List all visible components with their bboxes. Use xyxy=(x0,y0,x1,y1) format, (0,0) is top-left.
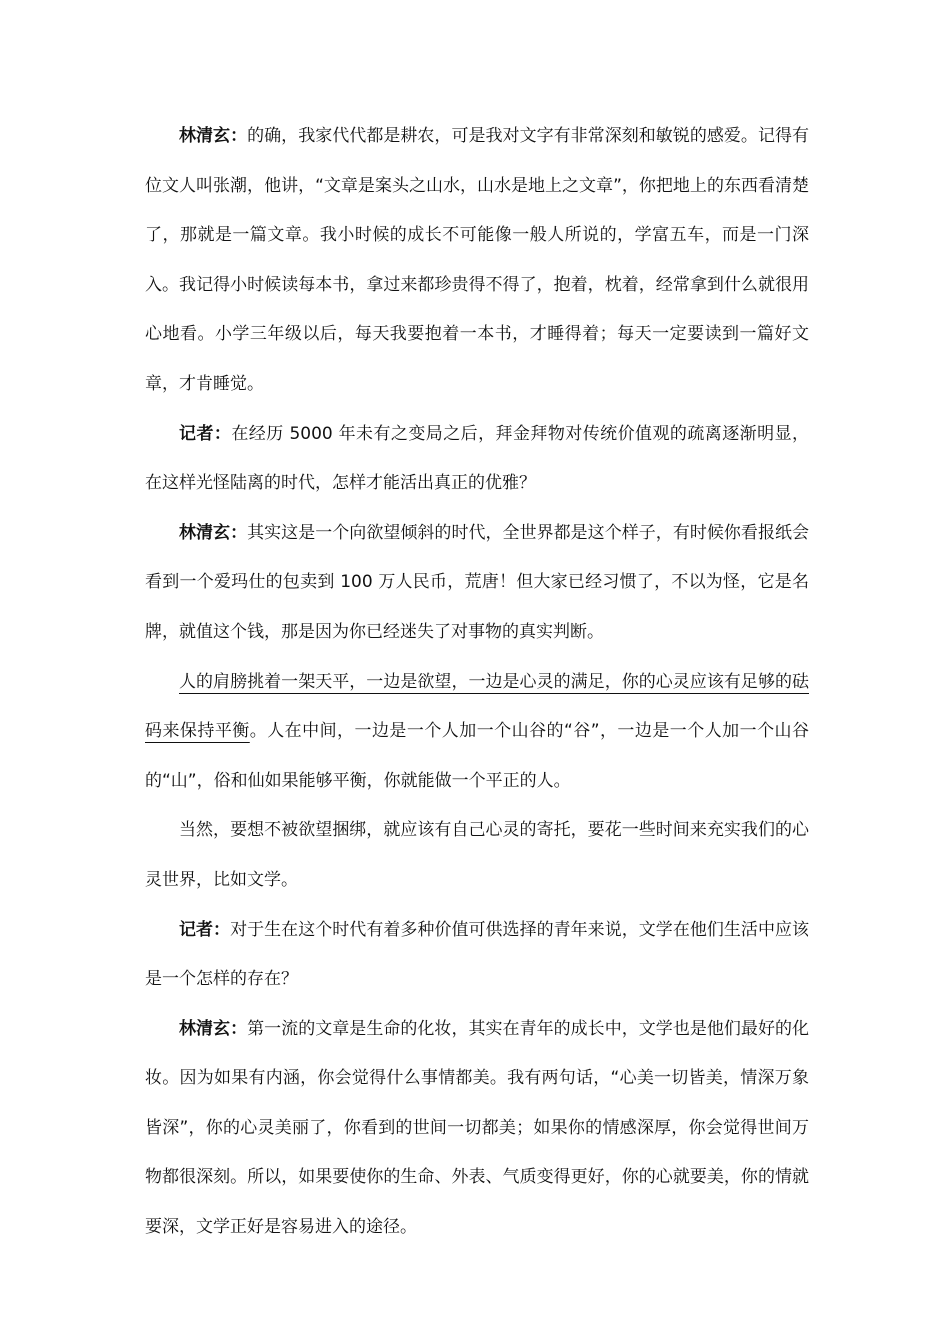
paragraph-3 xyxy=(145,509,809,658)
paragraph-6 xyxy=(145,906,809,1005)
paragraph-text: 在经历 5000 年未有之变局之后，拜金拜物对传统价值观的疏离逐渐明显，在这样光怪陆离的时代，怎样才能活出真正的优雅？ xyxy=(145,423,810,494)
paragraph-text: 第一流的文章是生命的化妆，其实在青年的成长中，文学也是他们最好的化妆。因为如果有内涵，你会觉得什么事情都美。我有两句话，“心美一切皆美，情深万象皆深”，你的心灵美丽了，你看到的世间一切都美；如果你的情感深厚，你会觉得世间万物都很深刻。所以，如果要使你的生命、外表、气质变得更好，你的心就要美，你的情就要深，文学正好是容易进入的途径。 xyxy=(145,1018,810,1238)
speaker-label: 林清玄： xyxy=(179,126,248,146)
speaker-label: 记者： xyxy=(179,919,231,940)
speaker-label: 林清玄： xyxy=(179,522,248,543)
paragraph-text: 对于生在这个时代有着多种价值可供选择的青年来说，文学在他们生活中应该是一个怎样的存在？ xyxy=(145,919,810,990)
paragraph-7 xyxy=(145,1005,809,1253)
paragraph-text: 其实这是一个向欲望倾斜的时代，全世界都是这个样子，有时候你看报纸会看到一个爱玛仕的包卖到 100 万人民币，荒唐！但大家已经习惯了，不以为怪，它是名牌，就值这个钱，那是因为你已经迷失了对事物的真实判断。 xyxy=(145,522,810,642)
underlined-sentence: 人的肩膀挑着一架天平，一边是欲望，一边是心灵的满足，你的心灵应该有足够的砝码来保持平衡 xyxy=(145,671,809,742)
article-body xyxy=(145,112,809,1253)
paragraph-2 xyxy=(145,410,809,509)
speaker-label: 记者： xyxy=(179,423,232,444)
paragraph-text: 当然，要想不被欲望捆绑，就应该有自己心灵的寄托，要花一些时间来充实我们的心灵世界，比如文学。 xyxy=(145,820,809,890)
paragraph-5 xyxy=(145,806,809,905)
paragraph-text: 的确，我家代代都是耕农，可是我对文字有非常深刻和敏锐的感爱。记得有位文人叫张潮，他讲，“文章是案头之山水，山水是地上之文章”，你把地上的东西看清楚了，那就是一篇文章。我小时候的成长不可能像一般人所说的，学富五车，而是一门深入。我记得小时候读每本书，拿过来都珍贵得不得了，抱着，枕着，经常拿到什么就很用心地看。小学三年级以后，每天我要抱着一本书，才睡得着；每天一定要读到一篇好文章，才肯睡觉。 xyxy=(145,126,810,394)
paragraph-text: 。人在中间，一边是一个人加一个山谷的“谷”，一边是一个人加一个山谷的“山”，俗和仙如果能够平衡，你就能做一个平正的人。 xyxy=(145,721,809,791)
paragraph-4 xyxy=(145,658,809,807)
speaker-label: 林清玄： xyxy=(179,1018,248,1039)
paragraph-1 xyxy=(145,112,809,410)
